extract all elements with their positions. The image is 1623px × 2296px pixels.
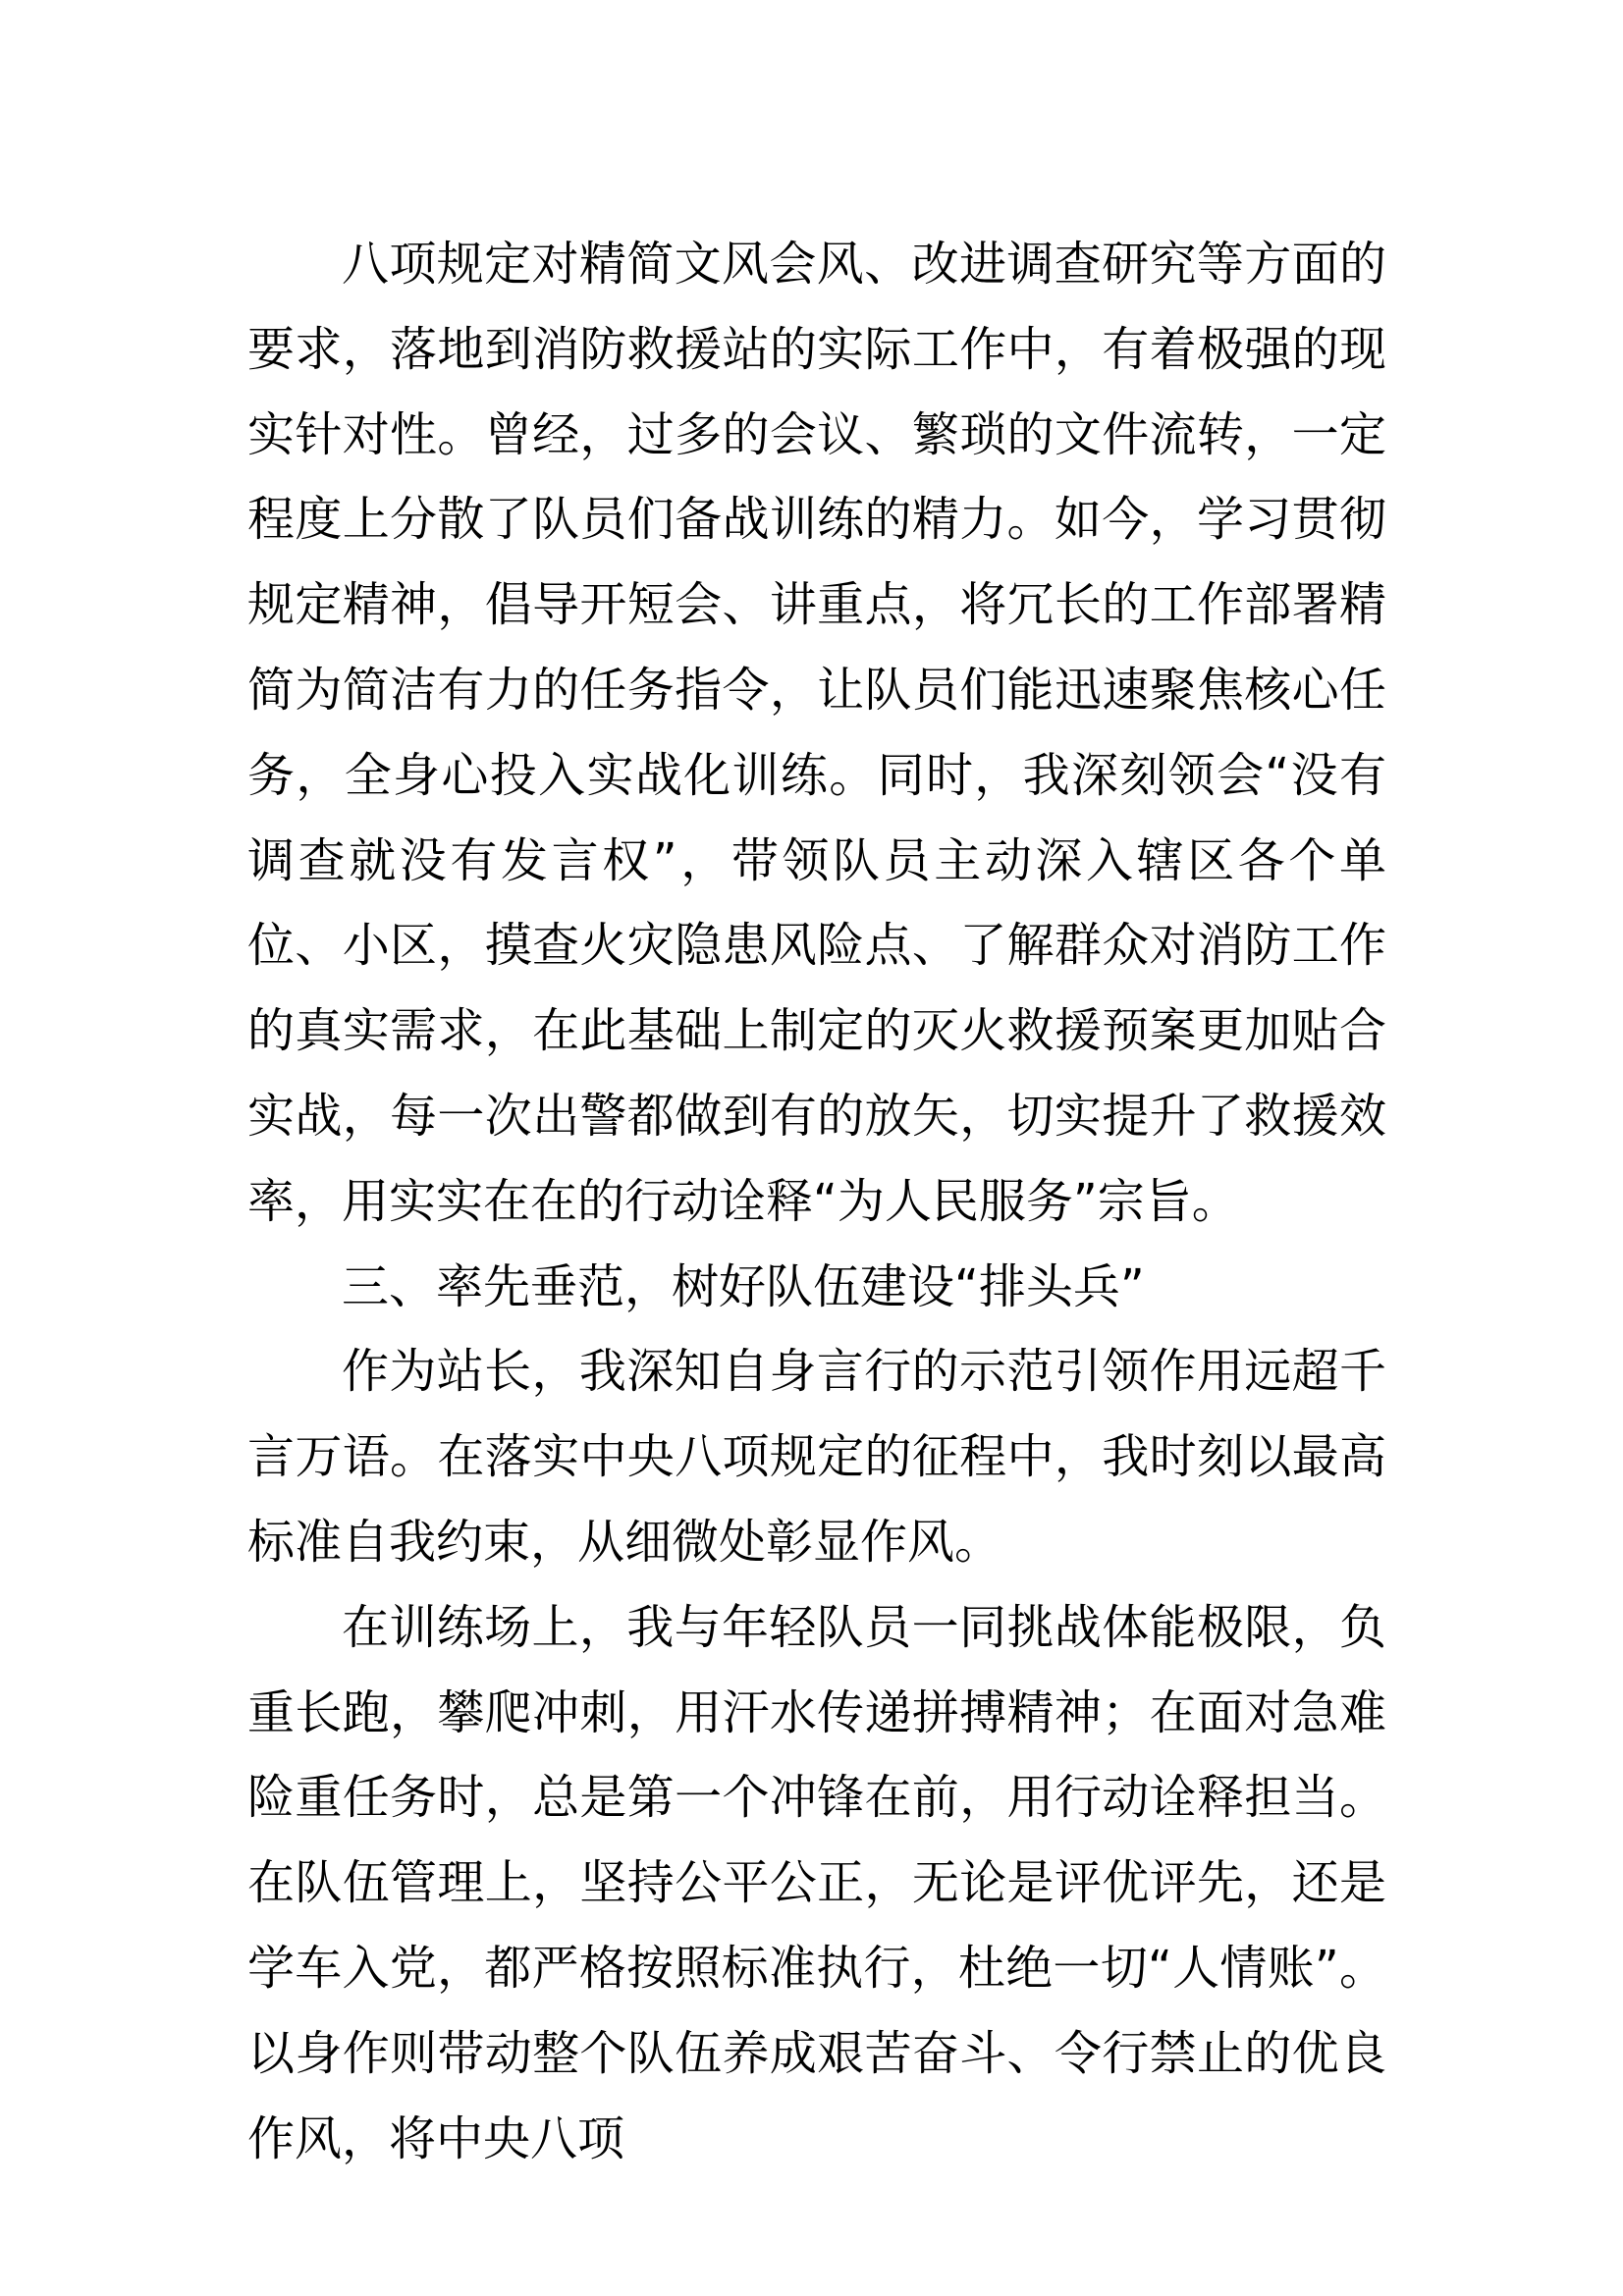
- section-heading-three: 三、率先垂范，树好队伍建设“排头兵”: [342, 1258, 1145, 1314]
- paragraph-station-chief: 作为站长，我深知自身言行的示范引领作用远超千言万语。在落实中央八项规定的征程中，我时刻以最高标准自我约束，从细微处彰显作风。: [247, 1344, 1386, 1570]
- paragraph-meeting-style: 八项规定对精简文风会风、改进调查研究等方面的要求，落地到消防救援站的实际工作中，有着极强的现实针对性。曾经，过多的会议、繁琐的文件流转，一定程度上分散了队员们备战训练的精力。如今，学习贯彻规定精神，倡导开短会、讲重点，将冗长的工作部署精简为简洁有力的任务指令，让队员们能迅速聚焦核心任务，全身心投入实战化训练。同时，我深刻领会“没有调查就没有发言权”，带领队员主动深入辖区各个单位、小区，摸查火灾隐患风险点、了解群众对消防工作的真实需求，在此基础上制定的灭火救援预案更加贴合实战，每一次出警都做到有的放矢，切实提升了救援效率，用实实在在的行动诠释“为人民服务”宗旨。: [247, 237, 1386, 1229]
- paragraph-training-field: 在训练场上，我与年轻队员一同挑战体能极限，负重长跑，攀爬冲刺，用汗水传递拼搏精神；在面对急难险重任务时，总是第一个冲锋在前，用行动诠释担当。在队伍管理上，坚持公平公正，无论是评优评先，还是学车入党，都严格按照标准执行，杜绝一切“人情账”。以身作则带动整个队伍养成艰苦奋斗、令行禁止的优良作风，将中央八项: [247, 1599, 1386, 2166]
- document-body: [247, 222, 1386, 2181]
